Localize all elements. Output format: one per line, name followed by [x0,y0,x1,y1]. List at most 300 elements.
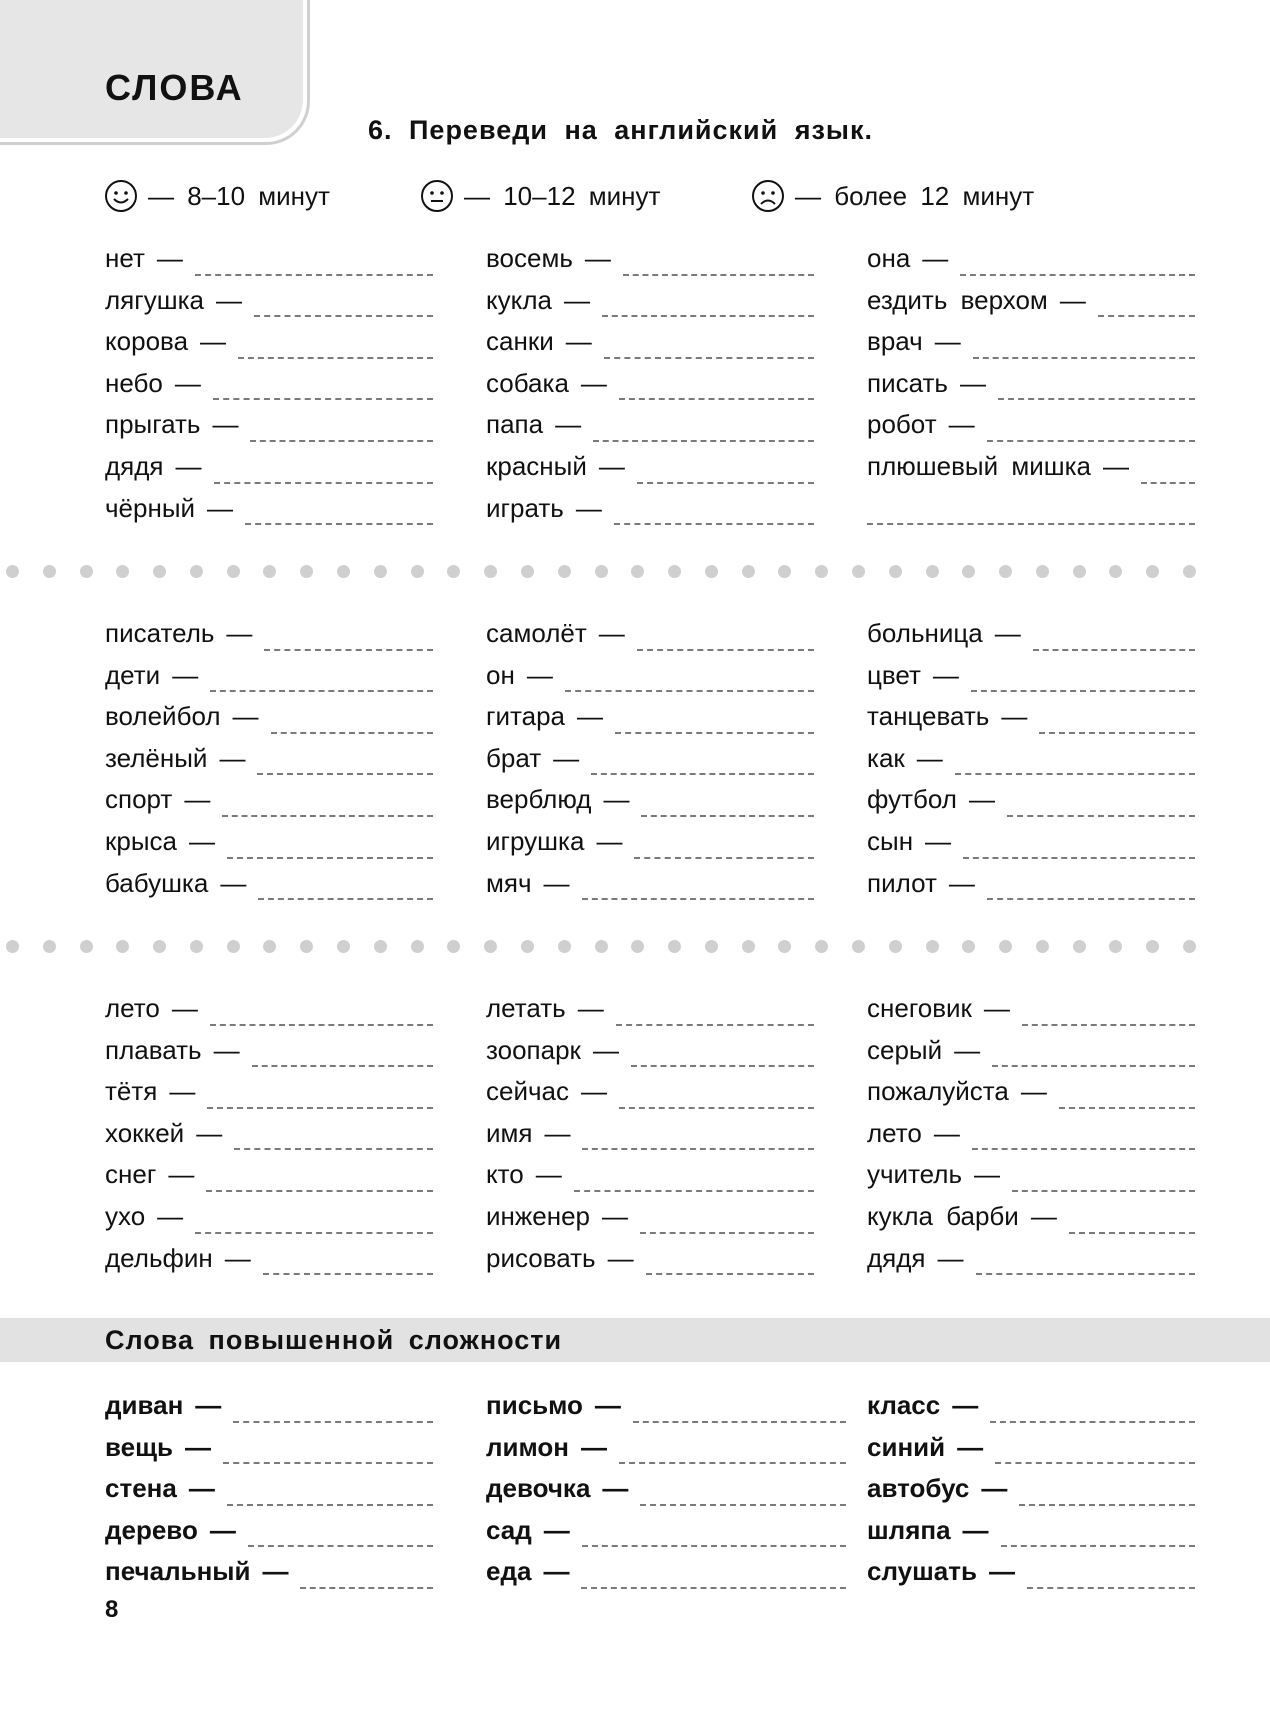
word-row [867,404,1195,446]
answer-blank[interactable] [623,274,814,276]
dash: — [580,1431,607,1462]
russian-word: цвет [867,659,921,690]
word-row [867,613,1195,655]
answer-blank[interactable] [300,1587,433,1589]
word-row [867,1071,1195,1113]
russian-word: пожалуйста [867,1076,1009,1107]
word-row [105,1196,433,1238]
dash: — [1001,701,1028,732]
word-row [105,779,433,821]
russian-word: кукла [486,284,552,315]
dash: — [262,1556,289,1587]
answer-blank[interactable] [223,1462,433,1464]
russian-word: она [867,243,911,273]
russian-word: автобус [867,1473,970,1504]
russian-word: нет [105,243,145,273]
russian-word: собака [486,367,569,398]
russian-word: дети [105,659,161,690]
answer-blank[interactable] [1098,315,1195,317]
separator-dot [411,940,424,953]
word-row [867,1551,1195,1593]
dash: — [216,284,242,315]
russian-word: крыса [105,825,177,856]
dash: — [598,450,625,481]
answer-blank[interactable] [963,857,1195,859]
answer-blank[interactable] [641,815,814,817]
dash: — [232,701,259,732]
dash: — [553,742,580,773]
russian-word: красный [486,450,587,481]
answer-blank[interactable] [245,523,433,525]
answer-blank[interactable] [987,440,1195,442]
separator-dot [962,940,975,953]
answer-blank[interactable] [976,1273,1196,1275]
separator-dot [962,565,975,578]
answer-blank[interactable] [195,1232,433,1234]
separator-dot [999,940,1012,953]
dash: — [575,492,602,523]
answer-blank[interactable] [257,773,433,775]
russian-word: лето [867,1117,922,1148]
russian-word: дядя [867,1242,926,1273]
russian-word: инженер [486,1200,591,1231]
russian-word: лето [105,993,160,1023]
separator-dot [1183,940,1196,953]
dash: — [983,993,1010,1023]
dash: — [175,450,202,481]
answer-blank-continuation [867,488,1195,530]
word-row [867,655,1195,697]
russian-word: снег [105,1159,157,1190]
word-column [105,613,433,904]
separator-dot [374,565,387,578]
russian-word: вещь [105,1431,174,1462]
separator-dot [1036,565,1049,578]
russian-word: верблюд [486,784,592,815]
dash: — [526,659,553,690]
answer-blank[interactable] [210,690,433,692]
answer-blank[interactable] [1033,649,1195,651]
answer-blank[interactable] [633,1421,846,1423]
separator-dot [484,565,497,578]
dash: — [188,825,215,856]
word-row [867,779,1195,821]
dash: — [174,367,201,398]
answer-blank[interactable] [574,1190,814,1192]
dash: — [925,825,952,856]
separator-dot [374,940,387,953]
answer-blank[interactable] [1069,1232,1195,1234]
russian-word: восемь [486,243,573,273]
russian-word: кукла барби [867,1200,1019,1231]
answer-blank[interactable] [227,1504,433,1506]
section-title: СЛОВА [105,67,244,108]
word-row [105,238,433,280]
word-row [486,363,814,405]
separator-dot [852,565,865,578]
separator-dot [43,565,56,578]
dash: — [169,1076,196,1107]
separator-dot [263,940,276,953]
neutral-face-icon [420,179,454,213]
answer-blank[interactable] [1027,1587,1195,1589]
answer-blank[interactable] [998,398,1195,400]
answer-blank[interactable] [1141,482,1195,484]
answer-blank[interactable] [640,1232,814,1234]
answer-blank[interactable] [1039,732,1195,734]
word-column [486,988,814,1279]
answer-blank[interactable] [973,357,1195,359]
dash: — [207,492,234,523]
russian-word: летать [486,993,566,1023]
answer-blank[interactable] [591,773,814,775]
russian-word: лимон [486,1431,569,1462]
hard-words-title: Слова повышенной сложности [105,1325,563,1355]
russian-word: хоккей [105,1117,185,1148]
word-row [867,863,1195,905]
dash: — [184,784,211,815]
answer-blank[interactable] [867,523,1195,525]
russian-word: класс [867,1390,941,1420]
russian-word: сад [486,1514,532,1545]
answer-blank[interactable] [581,1587,846,1589]
word-row [105,696,433,738]
dash: — [1102,450,1129,481]
separator-dot [484,940,497,953]
russian-word: тётя [105,1076,158,1107]
dash: — [543,867,570,898]
word-row [486,1154,814,1196]
russian-word: зелёный [105,742,208,773]
answer-blank[interactable] [582,1148,814,1150]
russian-word: корова [105,326,189,357]
russian-word: зоопарк [486,1034,581,1065]
word-row [105,488,433,530]
timing-item-medium [420,172,660,220]
word-row [486,655,814,697]
word-column [486,238,814,529]
russian-word: робот [867,409,937,440]
answer-blank[interactable] [258,898,433,900]
russian-word: бабушка [105,867,209,898]
word-row [486,404,814,446]
answer-blank[interactable] [222,815,433,817]
answer-blank[interactable] [990,1421,1195,1423]
answer-blank[interactable] [637,482,814,484]
word-row [105,321,433,363]
dash: — [948,867,975,898]
answer-blank[interactable] [250,440,433,442]
separator-dot [190,940,203,953]
word-row [867,1113,1195,1155]
separator-dot [153,565,166,578]
dash: — [224,1242,251,1273]
dash: — [916,742,943,773]
separator-dot [631,940,644,953]
russian-word: дельфин [105,1242,213,1273]
word-row [486,1196,814,1238]
word-row [867,1427,1195,1469]
answer-blank[interactable] [619,1462,846,1464]
word-row [105,1030,433,1072]
separator-dot [227,565,240,578]
hard-word-column [486,1385,846,1593]
word-row [486,863,814,905]
russian-word: санки [486,326,554,357]
russian-word: еда [486,1556,532,1587]
dash: — [607,1242,634,1273]
word-row [867,1196,1195,1238]
answer-blank[interactable] [960,274,1195,276]
russian-word: мяч [486,867,532,898]
answer-blank[interactable] [619,1107,814,1109]
dash: — [994,618,1021,648]
timing-label: — 10–12 минут [464,180,661,211]
russian-word: небо [105,367,163,398]
separator-dot [1073,940,1086,953]
dash: — [932,659,959,690]
word-row [486,238,814,280]
answer-blank[interactable] [1012,1190,1195,1192]
answer-blank[interactable] [233,1421,433,1423]
task-instruction: 6. Переведи на английский язык. [368,115,873,145]
answer-blank[interactable] [634,857,814,859]
russian-word: сейчас [486,1076,569,1107]
answer-blank[interactable] [602,315,814,317]
word-row [486,321,814,363]
word-row [105,280,433,322]
russian-word: врач [867,326,923,357]
russian-word: синий [867,1431,946,1462]
russian-word: он [486,659,515,690]
answer-blank[interactable] [955,773,1195,775]
answer-blank[interactable] [271,732,433,734]
answer-blank[interactable] [207,1107,433,1109]
russian-word: как [867,742,905,773]
word-row [486,738,814,780]
dash: — [934,326,961,357]
answer-blank[interactable] [640,1504,846,1506]
answer-blank[interactable] [234,1148,433,1150]
russian-word: печальный [105,1556,251,1587]
answer-blank[interactable] [646,1273,814,1275]
separator-dot [6,940,19,953]
dash: — [195,1390,222,1420]
answer-blank[interactable] [615,732,814,734]
russian-word: шляпа [867,1514,951,1545]
russian-word: диван [105,1390,184,1420]
dash: — [954,1034,981,1065]
dash: — [196,1117,223,1148]
separator-dot [999,565,1012,578]
hard-word-column [105,1385,433,1593]
answer-blank[interactable] [604,357,814,359]
answer-blank[interactable] [206,1190,433,1192]
separator-dot [926,940,939,953]
word-row [867,321,1195,363]
separator-dot [1146,940,1159,953]
separator-dot [300,565,313,578]
answer-blank[interactable] [972,1148,1195,1150]
answer-blank[interactable] [248,1545,433,1547]
separator-dot [337,940,350,953]
dash: — [543,1556,570,1587]
separator-dot [631,565,644,578]
word-row [486,1030,814,1072]
answer-blank[interactable] [565,690,814,692]
answer-blank[interactable] [1001,1545,1195,1547]
answer-blank[interactable] [264,649,433,651]
dash: — [581,1076,607,1107]
answer-blank[interactable] [238,357,433,359]
separator-dot [889,565,902,578]
dash: — [1030,1200,1057,1231]
dash: — [596,825,623,856]
answer-blank[interactable] [195,274,433,276]
separator-dot [668,565,681,578]
answer-blank[interactable] [582,1545,846,1547]
russian-word: писать [867,367,948,398]
separator-dot [778,940,791,953]
separator-dot [116,565,129,578]
sad-face-icon [751,179,785,213]
answer-blank[interactable] [614,523,814,525]
word-row [486,1427,846,1469]
dash: — [988,1556,1015,1587]
separator-dot [447,565,460,578]
separator-dot [889,940,902,953]
word-row [105,1113,433,1155]
answer-blank[interactable] [971,690,1195,692]
dash: — [544,1117,571,1148]
answer-blank[interactable] [995,1462,1195,1464]
timing-legend [0,172,1270,220]
timing-item-fast [104,172,330,220]
word-row [486,779,814,821]
dash: — [957,1431,984,1462]
separator-dot [815,565,828,578]
answer-blank[interactable] [637,649,814,651]
separator-dot [80,565,93,578]
separator-dot [263,565,276,578]
answer-blank[interactable] [619,398,814,400]
answer-blank[interactable] [616,1024,814,1026]
dash: — [185,1431,212,1462]
dash: — [968,784,995,815]
separator-dot [558,565,571,578]
dash: — [212,409,239,440]
word-row [105,821,433,863]
separator-dot [705,940,718,953]
russian-word: волейбол [105,701,221,732]
dash: — [603,784,630,815]
word-row [867,1154,1195,1196]
answer-blank[interactable] [213,398,433,400]
word-row [867,446,1195,488]
dash: — [226,618,253,648]
separator-dot [43,940,56,953]
word-row [105,1385,433,1427]
russian-word: стена [105,1473,177,1504]
word-row [486,613,814,655]
separator-dot [521,565,534,578]
answer-blank[interactable] [593,440,814,442]
answer-blank[interactable] [1007,815,1195,817]
separator-dot [668,940,681,953]
dash: — [171,993,198,1023]
answer-blank[interactable] [992,1065,1195,1067]
word-row [867,988,1195,1030]
answer-blank[interactable] [987,898,1195,900]
word-row [486,1468,846,1510]
russian-word: лягушка [105,284,204,315]
russian-word: спорт [105,784,173,815]
separator-dot [1109,565,1122,578]
separator-dot [337,565,350,578]
dotted-separator [6,564,1196,578]
russian-word: рисовать [486,1242,596,1273]
dash: — [220,867,247,898]
word-row [867,238,1195,280]
answer-blank[interactable] [1059,1107,1195,1109]
answer-blank[interactable] [1019,1504,1195,1506]
word-row [867,280,1195,322]
page-number: 8 [105,1596,119,1623]
dash: — [577,993,604,1023]
word-row [105,1071,433,1113]
answer-blank[interactable] [631,1065,814,1067]
word-row [486,1385,846,1427]
separator-dot [778,565,791,578]
russian-word: танцевать [867,701,990,732]
separator-dot [558,940,571,953]
word-column [867,613,1195,904]
dash: — [188,1473,215,1504]
dash: — [172,659,199,690]
word-row [105,1510,433,1552]
russian-word: игрушка [486,825,585,856]
russian-word: папа [486,409,544,440]
word-row [867,1238,1195,1280]
answer-blank[interactable] [227,857,433,859]
dash: — [555,409,582,440]
answer-blank[interactable] [254,315,433,317]
answer-blank[interactable] [582,898,815,900]
dash: — [543,1514,570,1545]
answer-blank[interactable] [210,1024,433,1026]
separator-dot [521,940,534,953]
separator-dot [447,940,460,953]
word-row [486,988,814,1030]
word-row [867,363,1195,405]
russian-word: письмо [486,1390,583,1420]
russian-word: пилот [867,867,937,898]
dash: — [200,326,227,357]
answer-blank[interactable] [1022,1024,1195,1026]
separator-dot [595,565,608,578]
answer-blank[interactable] [263,1273,433,1275]
dash: — [577,701,604,732]
separator-dot [116,940,129,953]
russian-word: больница [867,618,983,648]
separator-dot [926,565,939,578]
answer-blank[interactable] [252,1065,433,1067]
dash: — [592,1034,619,1065]
separator-dot [1146,565,1159,578]
word-row [486,1551,846,1593]
separator-dot [227,940,240,953]
answer-blank[interactable] [214,482,434,484]
